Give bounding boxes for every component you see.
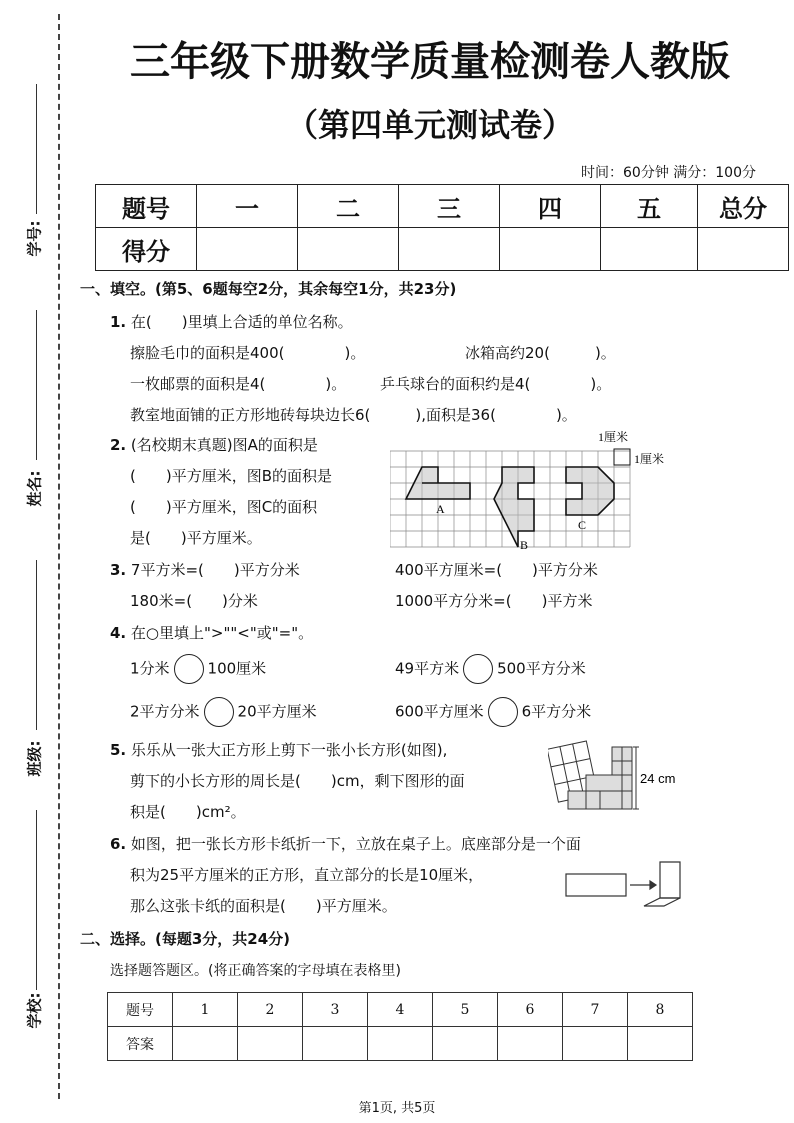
table-cell: 五 (601, 185, 698, 228)
question-1 (110, 311, 353, 332)
question-3 (110, 559, 300, 580)
question-line: ( )平方厘米，图C的面积 (130, 498, 318, 516)
section-heading: 一、填空。(第5、6题每空2分，其余每空1分，共23分) (80, 280, 457, 298)
base-part (644, 898, 680, 906)
question-line: 一枚邮票的面积是4( )。 (130, 375, 347, 393)
figure-b (494, 467, 534, 547)
table-cell: 题号 (108, 993, 173, 1027)
question-line: 积是( )cm²。 (130, 803, 246, 821)
student-no-label: 学号: (25, 220, 44, 257)
table-cell: 1 (173, 993, 238, 1027)
card-rect (566, 874, 626, 896)
compare-left: 600平方厘米 (395, 702, 484, 721)
binding-line (36, 560, 37, 730)
table-cell: 四 (500, 185, 601, 228)
grid-figure (390, 425, 690, 553)
question-text: (名校期末真题)图A的面积是 (130, 436, 318, 454)
figure-c (566, 467, 614, 515)
answer-input[interactable] (563, 1027, 628, 1061)
unit-label-v: 1厘米 (634, 452, 665, 466)
score-input[interactable] (298, 228, 399, 271)
score-input[interactable] (698, 228, 789, 271)
label-b: B (520, 538, 529, 552)
question-4 (110, 622, 313, 643)
question-text: 乐乐从一张大正方形上剪下一张小长方形(如图), (130, 741, 448, 759)
question-line: 1000平方分米=( )平方米 (395, 592, 593, 610)
label-c: C (578, 518, 587, 532)
compare-right: 500平方分米 (497, 659, 586, 678)
question-6 (110, 833, 581, 854)
dimension-label: 24 cm (640, 771, 676, 786)
folded-card-figure (564, 858, 688, 912)
table-cell: 一 (197, 185, 298, 228)
answer-input[interactable] (238, 1027, 303, 1061)
score-input[interactable] (601, 228, 698, 271)
question-line: 剪下的小长方形的周长是( )cm，剩下图形的面 (130, 772, 465, 790)
question-number: 6. (110, 835, 127, 853)
question-number: 4. (110, 624, 127, 642)
page-footer: 第1页, 共5页 (358, 1101, 436, 1116)
school-label: 学校: (25, 992, 44, 1029)
question-line: 是( )平方厘米。 (130, 529, 262, 547)
table-cell: 题号 (96, 185, 197, 228)
question-text: 如图，把一张长方形卡纸折一下，立放在桌子上。底座部分是一个面 (130, 835, 581, 853)
compare-left: 49平方米 (395, 659, 460, 678)
answer-input[interactable] (368, 1027, 433, 1061)
table-cell: 2 (238, 993, 303, 1027)
score-table (95, 184, 789, 271)
question-line: 冰箱高约20( )。 (465, 344, 616, 362)
name-label: 姓名: (25, 470, 44, 507)
page-subtitle: （第四单元测试卷） (285, 106, 574, 144)
binding-line (36, 84, 37, 214)
question-line: 乒乓球台的面积约是4( )。 (380, 375, 612, 393)
table-cell: 得分 (96, 228, 197, 271)
question-text: 在( )里填上合适的单位名称。 (130, 313, 353, 331)
compare-circle[interactable] (463, 654, 493, 684)
label-a: A (436, 502, 445, 516)
table-cell: 5 (433, 993, 498, 1027)
table-cell: 二 (298, 185, 399, 228)
table-row (108, 1027, 693, 1061)
question-line: 擦脸毛巾的面积是400( )。 (130, 344, 366, 362)
question-line: 积为25平方厘米的正方形，直立部分的长是10厘米， (130, 866, 484, 884)
compare-right: 100厘米 (207, 659, 267, 678)
table-cell: 答案 (108, 1027, 173, 1061)
table-cell: 4 (368, 993, 433, 1027)
table-cell: 三 (399, 185, 500, 228)
section-heading: 二、选择。(每题3分，共24分) (80, 930, 291, 948)
compare-item (395, 654, 586, 684)
answer-input[interactable] (433, 1027, 498, 1061)
answer-input[interactable] (173, 1027, 238, 1061)
table-cell: 6 (498, 993, 563, 1027)
question-line: 180米=( )分米 (130, 592, 258, 610)
cut-line (58, 14, 60, 1099)
table-row (96, 185, 789, 228)
answer-table (107, 992, 693, 1061)
binding-line (36, 310, 37, 460)
score-input[interactable] (197, 228, 298, 271)
upright-part (660, 862, 680, 898)
compare-item (130, 654, 266, 684)
score-input[interactable] (500, 228, 601, 271)
time-info: 时间：60分钟 满分：100分 (581, 165, 756, 181)
arrow-head (650, 881, 656, 889)
unit-label-h: 1厘米 (598, 430, 629, 444)
question-number: 1. (110, 313, 127, 331)
question-number: 2. (110, 436, 127, 454)
unit-square (614, 449, 630, 465)
score-input[interactable] (399, 228, 500, 271)
table-row (108, 993, 693, 1027)
compare-circle[interactable] (174, 654, 204, 684)
table-cell: 7 (563, 993, 628, 1027)
table-row (96, 228, 789, 271)
question-line: 教室地面铺的正方形地砖每块边长6( ),面积是36( )。 (130, 406, 577, 424)
compare-right: 20平方厘米 (237, 702, 317, 721)
compare-item (395, 697, 591, 727)
compare-circle[interactable] (488, 697, 518, 727)
question-line: 400平方厘米=( )平方分米 (395, 561, 598, 579)
answer-input[interactable] (303, 1027, 368, 1061)
question-5 (110, 739, 447, 760)
question-2 (110, 434, 318, 455)
figure-a (406, 467, 470, 499)
question-number: 3. (110, 561, 127, 579)
compare-left: 1分米 (130, 659, 170, 678)
table-cell: 3 (303, 993, 368, 1027)
table-cell: 8 (628, 993, 693, 1027)
compare-item (130, 697, 317, 727)
class-label: 班级: (25, 740, 44, 777)
question-number: 5. (110, 741, 127, 759)
binding-line (36, 810, 37, 990)
compare-circle[interactable] (204, 697, 234, 727)
compare-left: 2平方分米 (130, 702, 200, 721)
question-text: 7平方米=( )平方分米 (130, 561, 300, 579)
table-cell: 总分 (698, 185, 789, 228)
square-cut-figure (548, 735, 688, 815)
question-text: 在○里填上">""<"或"="。 (130, 624, 314, 642)
question-line: ( )平方厘米，图B的面积是 (130, 467, 332, 485)
answer-input[interactable] (628, 1027, 693, 1061)
section-instruction: 选择题答题区。(将正确答案的字母填在表格里) (110, 963, 401, 979)
page-title: 三年级下册数学质量检测卷人教版 (130, 39, 730, 85)
compare-right: 6平方分米 (521, 702, 592, 721)
answer-input[interactable] (498, 1027, 563, 1061)
question-line: 那么这张卡纸的面积是( )平方厘米。 (130, 897, 397, 915)
